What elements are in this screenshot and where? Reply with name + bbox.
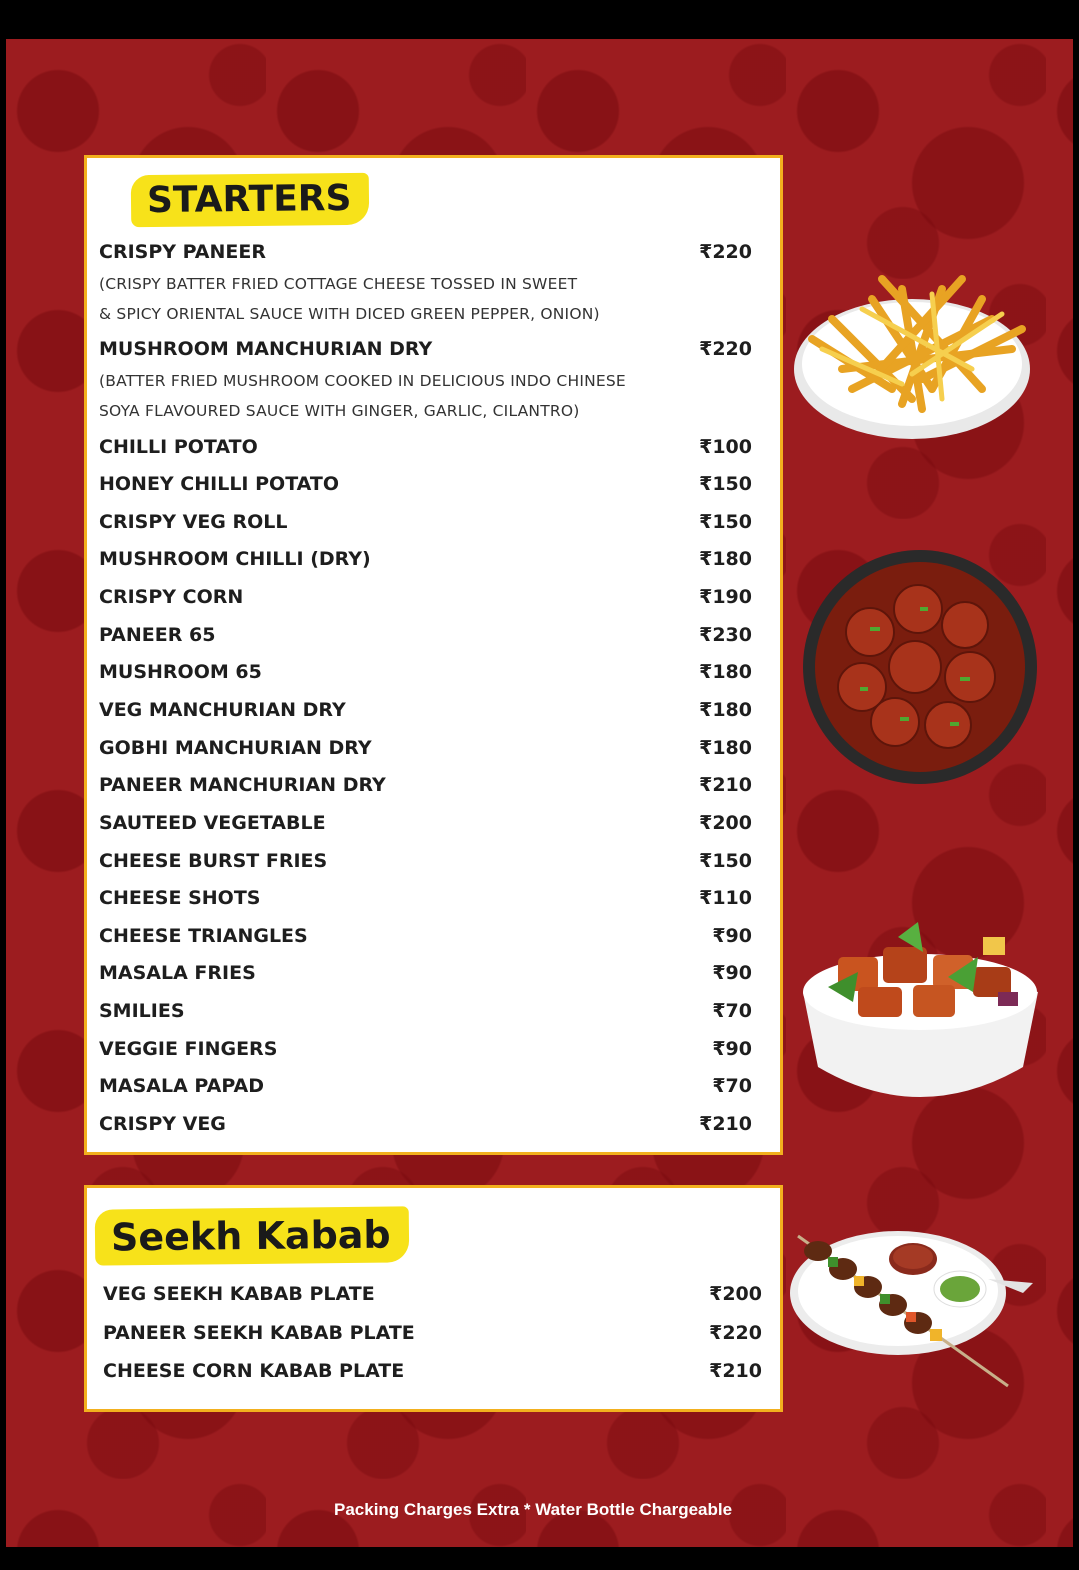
item-price: ₹70	[712, 1075, 752, 1097]
item-price: ₹190	[699, 586, 752, 608]
menu-item	[103, 1322, 762, 1348]
item-name: PANEER SEEKH KABAB PLATE	[103, 1322, 415, 1344]
menu-item	[99, 850, 752, 876]
item-description: (BATTER FRIED MUSHROOM COOKED IN DELICIOUS INDO CHINESE	[99, 372, 626, 390]
item-name: CRISPY VEG ROLL	[99, 511, 288, 533]
item-price: ₹100	[699, 436, 752, 458]
menu-item	[99, 1038, 752, 1064]
french-fries-image	[782, 239, 1052, 449]
starters-heading: STARTERS	[131, 173, 370, 227]
menu-item	[99, 962, 752, 988]
menu-item	[99, 436, 752, 462]
menu-item	[99, 586, 752, 612]
item-price: ₹200	[709, 1283, 762, 1305]
item-name: MUSHROOM CHILLI (DRY)	[99, 548, 371, 570]
item-price: ₹90	[712, 962, 752, 984]
item-price: ₹210	[709, 1360, 762, 1382]
item-name: SMILIES	[99, 1000, 185, 1022]
item-price: ₹180	[699, 548, 752, 570]
menu-item	[99, 624, 752, 650]
item-name: GOBHI MANCHURIAN DRY	[99, 737, 372, 759]
menu-item	[99, 774, 752, 800]
item-name: SAUTEED VEGETABLE	[99, 812, 326, 834]
item-price: ₹70	[712, 1000, 752, 1022]
menu-item	[99, 925, 752, 951]
menu-item	[99, 511, 752, 537]
item-name: MASALA PAPAD	[99, 1075, 264, 1097]
item-description: (CRISPY BATTER FRIED COTTAGE CHEESE TOSSED IN SWEET	[99, 275, 578, 293]
item-name: CHILLI POTATO	[99, 436, 258, 458]
item-price: ₹210	[699, 774, 752, 796]
item-name: PANEER 65	[99, 624, 216, 646]
item-description: SOYA FLAVOURED SAUCE WITH GINGER, GARLIC, CILANTRO)	[99, 402, 580, 420]
item-name: VEG SEEKH KABAB PLATE	[103, 1283, 375, 1305]
item-name: VEGGIE FINGERS	[99, 1038, 278, 1060]
item-name: CHEESE SHOTS	[99, 887, 261, 909]
item-name: CRISPY VEG	[99, 1113, 226, 1135]
chilli-paneer-bowl-image	[798, 917, 1043, 1117]
item-price: ₹220	[699, 338, 752, 360]
menu-item	[99, 661, 752, 687]
menu-item	[103, 1360, 762, 1386]
seekh-kabab-plate-image	[788, 1221, 1038, 1391]
seekh-kabab-heading: Seekh Kabab	[95, 1206, 409, 1265]
menu-item	[99, 812, 752, 838]
item-price: ₹150	[699, 473, 752, 495]
item-price: ₹230	[699, 624, 752, 646]
item-price: ₹210	[699, 1113, 752, 1135]
item-price: ₹150	[699, 850, 752, 872]
menu-item	[99, 473, 752, 499]
menu-item	[99, 338, 752, 364]
item-price: ₹110	[699, 887, 752, 909]
menu-item	[99, 1000, 752, 1026]
item-price: ₹200	[699, 812, 752, 834]
item-name: CHEESE CORN KABAB PLATE	[103, 1360, 405, 1382]
menu-item	[99, 699, 752, 725]
menu-item	[103, 1283, 762, 1309]
seekh-kabab-section	[84, 1185, 783, 1412]
item-name: MUSHROOM 65	[99, 661, 262, 683]
footer-note: Packing Charges Extra * Water Bottle Chargeable	[334, 1500, 733, 1519]
item-name: VEG MANCHURIAN DRY	[99, 699, 346, 721]
menu-item	[99, 241, 752, 267]
menu-item	[99, 887, 752, 913]
item-name: CHEESE BURST FRIES	[99, 850, 328, 872]
item-name: CHEESE TRIANGLES	[99, 925, 308, 947]
menu-item	[99, 1075, 752, 1101]
item-price: ₹180	[699, 699, 752, 721]
item-name: CRISPY PANEER	[99, 241, 267, 263]
menu-item	[99, 737, 752, 763]
manchurian-bowl-image	[800, 547, 1040, 787]
item-price: ₹220	[699, 241, 752, 263]
item-price: ₹180	[699, 661, 752, 683]
starters-section	[84, 155, 783, 1155]
menu-page	[6, 39, 1073, 1547]
item-price: ₹90	[712, 1038, 752, 1060]
item-description: & SPICY ORIENTAL SAUCE WITH DICED GREEN PEPPER, ONION)	[99, 305, 600, 323]
item-price: ₹150	[699, 511, 752, 533]
item-name: PANEER MANCHURIAN DRY	[99, 774, 386, 796]
menu-item	[99, 548, 752, 574]
item-price: ₹220	[709, 1322, 762, 1344]
item-price: ₹180	[699, 737, 752, 759]
item-name: CRISPY CORN	[99, 586, 244, 608]
item-name: MASALA FRIES	[99, 962, 256, 984]
menu-item	[99, 1113, 752, 1139]
item-name: HONEY CHILLI POTATO	[99, 473, 340, 495]
item-price: ₹90	[712, 925, 752, 947]
item-name: MUSHROOM MANCHURIAN DRY	[99, 338, 433, 360]
